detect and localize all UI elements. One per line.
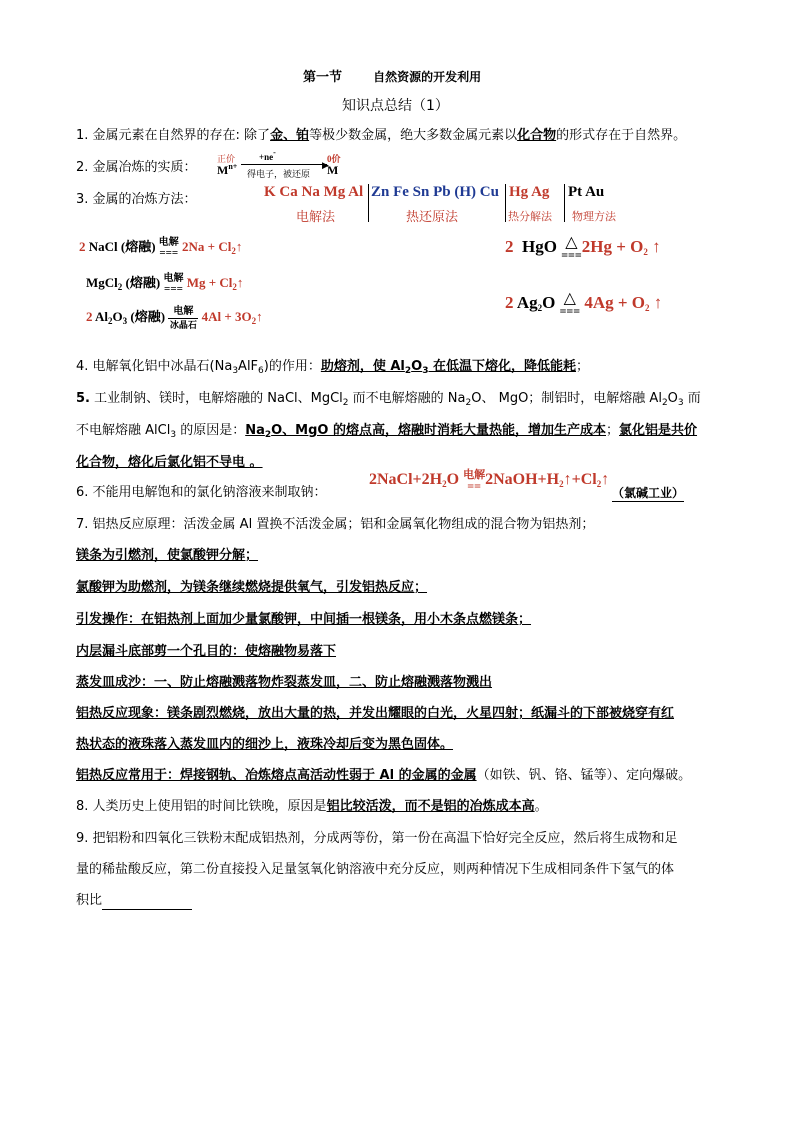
divider — [505, 184, 506, 222]
answer: 金、铂 — [270, 128, 310, 143]
divider — [368, 184, 369, 222]
section-name: 自然资源的开发利用 — [373, 70, 482, 84]
section-number: 第一节 — [303, 70, 343, 85]
item-3: 3. 金属的冶炼方法： — [76, 192, 197, 207]
metal-series: K Ca Na Mg Al — [264, 184, 364, 200]
item-9-line-1: 9. 把铝粉和四氧化三铁粉末配成铝热剂，分成两等份，第一份在高温下恰好完全反应，然后将生成物和足 — [76, 831, 678, 846]
item-9-line-2: 量的稀盐酸反应，第二份直接投入足量氢氧化钠溶液中充分反应，则两种情况下生成相同条件下氢气的体 — [76, 862, 675, 877]
equation-hgo: 2 HgO △ === $2Hg + O_2$ ↑ — [505, 234, 661, 262]
item-7-point: 铝热反应常用于：焊接钢轨、冶炼熔点高活动性弱于 Al 的金属的金属（如铁、钒、铬、锰等）、定向爆破。 — [76, 768, 692, 783]
item-6: 6. 不能用电解饱和的氯化钠溶液来制取钠： — [76, 485, 327, 500]
item-5-line-1: 5. 工业制钠、镁时，电解熔融的 NaCl、MgCl$_2$ 而不电解熔融的 $Na_2O$、 MgO；制铝时，电解熔融 $Al_2O_3$ 而 — [76, 391, 701, 408]
answer: 助熔剂，使 $Al_2O_3$ 在低温下熔化，降低能耗 — [320, 359, 577, 376]
equation-ag2o: 2 $Ag_2O$ △ === $4Ag + O_2$ ↑ — [505, 290, 663, 318]
item-1: 1. 金属元素在自然界的存在: 除了金、铂等极少数金属，绝大多数金属元素以化合物的形式存在于自然界。 — [76, 128, 687, 143]
equation-mgcl2: MgCl$_2$ (熔融) 电解 === $Mg + Cl_2↑$ — [86, 273, 244, 296]
item-7-point: 热状态的液珠落入蒸发皿内的细沙上，液珠冷却后变为黑色固体。 — [76, 737, 454, 752]
equation-nacl: 2 NaCl (熔融) 电解 === $2Na + Cl_2↑$ — [79, 237, 243, 260]
method-label: 物理方法 — [572, 210, 616, 223]
metal-group-3: Hg Ag — [509, 184, 550, 200]
answer: 化合物，熔化后氯化铝不导电 。 — [76, 455, 263, 470]
item-8: 8. 人类历史上使用铝的时间比铁晚，原因是铝比较活泼，而不是铝的冶炼成本高。 — [76, 799, 548, 814]
item-5-line-3 — [76, 454, 263, 472]
answer-blank[interactable] — [102, 897, 192, 910]
item-7: 7. 铝热反应原理：活泼金属 Al 置换不活泼金属；铝和金属氧化物组成的混合物为铝热剂； — [76, 517, 595, 532]
answer: 铝比较活泼，而不是铝的冶炼成本高 — [326, 799, 535, 814]
page-subtitle: 知识点总结（1） — [342, 98, 449, 114]
metal-group-4: Pt Au — [568, 184, 605, 200]
item-9-line-3: 积比 — [76, 892, 192, 910]
method-label: 热分解法 — [508, 210, 552, 223]
item-7-point: 引发操作：在铝热剂上面加少量氯酸钾，中间插一根镁条，用小木条点燃镁条； — [76, 612, 532, 627]
method-label: 热还原法 — [406, 210, 459, 225]
item-7-point: 铝热反应现象：镁条剧烈燃烧，放出大量的热，并发出耀眼的白光，火星四射；纸漏斗的下部被烧穿有红 — [76, 706, 675, 721]
answer: 化合物 — [517, 128, 557, 143]
item-4: 4. 电解氧化铝中冰晶石$(Na_3AlF_6)$的作用：助熔剂，使 $Al_2O_3$ 在低温下熔化，降低能耗； — [76, 359, 590, 376]
divider — [564, 184, 565, 222]
item-7-point: 镁条为引燃剂，使氯酸钾分解； — [76, 548, 259, 563]
note-chlor-alkali: （氯碱工业） — [612, 486, 685, 500]
method-label: 电解法 — [296, 210, 336, 225]
item-5-line-2: 不电解熔融 AlCl$_3$ 的原因是：$Na_2O$、MgO 的熔点高，熔融时消耗大量热能，增加生产成本；氯化铝是共价 — [76, 423, 698, 440]
equation-al2o3: 2 $Al_2O_3$ (熔融) 电解 冰晶石 $4Al + 3O_2↑$ — [86, 305, 263, 330]
arrow-right-icon — [241, 164, 327, 165]
item-7-point: 内层漏斗底部剪一个孔目的：使熔融物易落下 — [76, 644, 337, 659]
item-7-point: 氯酸钾为助燃剂，为镁条继续燃烧提供氧气，引发铝热反应； — [76, 580, 428, 595]
reduction-diagram: 正价 $M^{n+}$ +ne- ▶ 得电子，被还原 0价 M — [217, 148, 341, 179]
page-title — [303, 66, 481, 85]
metal-group-2: Zn Fe Sn Pb (H) Cu — [371, 184, 499, 200]
item-7-point: 蒸发皿成沙：一、防止熔融溅落物炸裂蒸发皿，二、防止熔融溅落物溅出 — [76, 675, 493, 690]
answer: 氯化铝是共价 — [619, 423, 698, 438]
equation-chlor-alkali: $2NaCl+2H_2O$ 电解 == $2NaOH+H_2↑+Cl_2↑$ — [369, 469, 610, 493]
item-2: 2. 金属冶炼的实质： — [76, 160, 197, 175]
answer: $Na_2O$、MgO 的熔点高，熔融时消耗大量热能，增加生产成本 — [245, 423, 606, 440]
